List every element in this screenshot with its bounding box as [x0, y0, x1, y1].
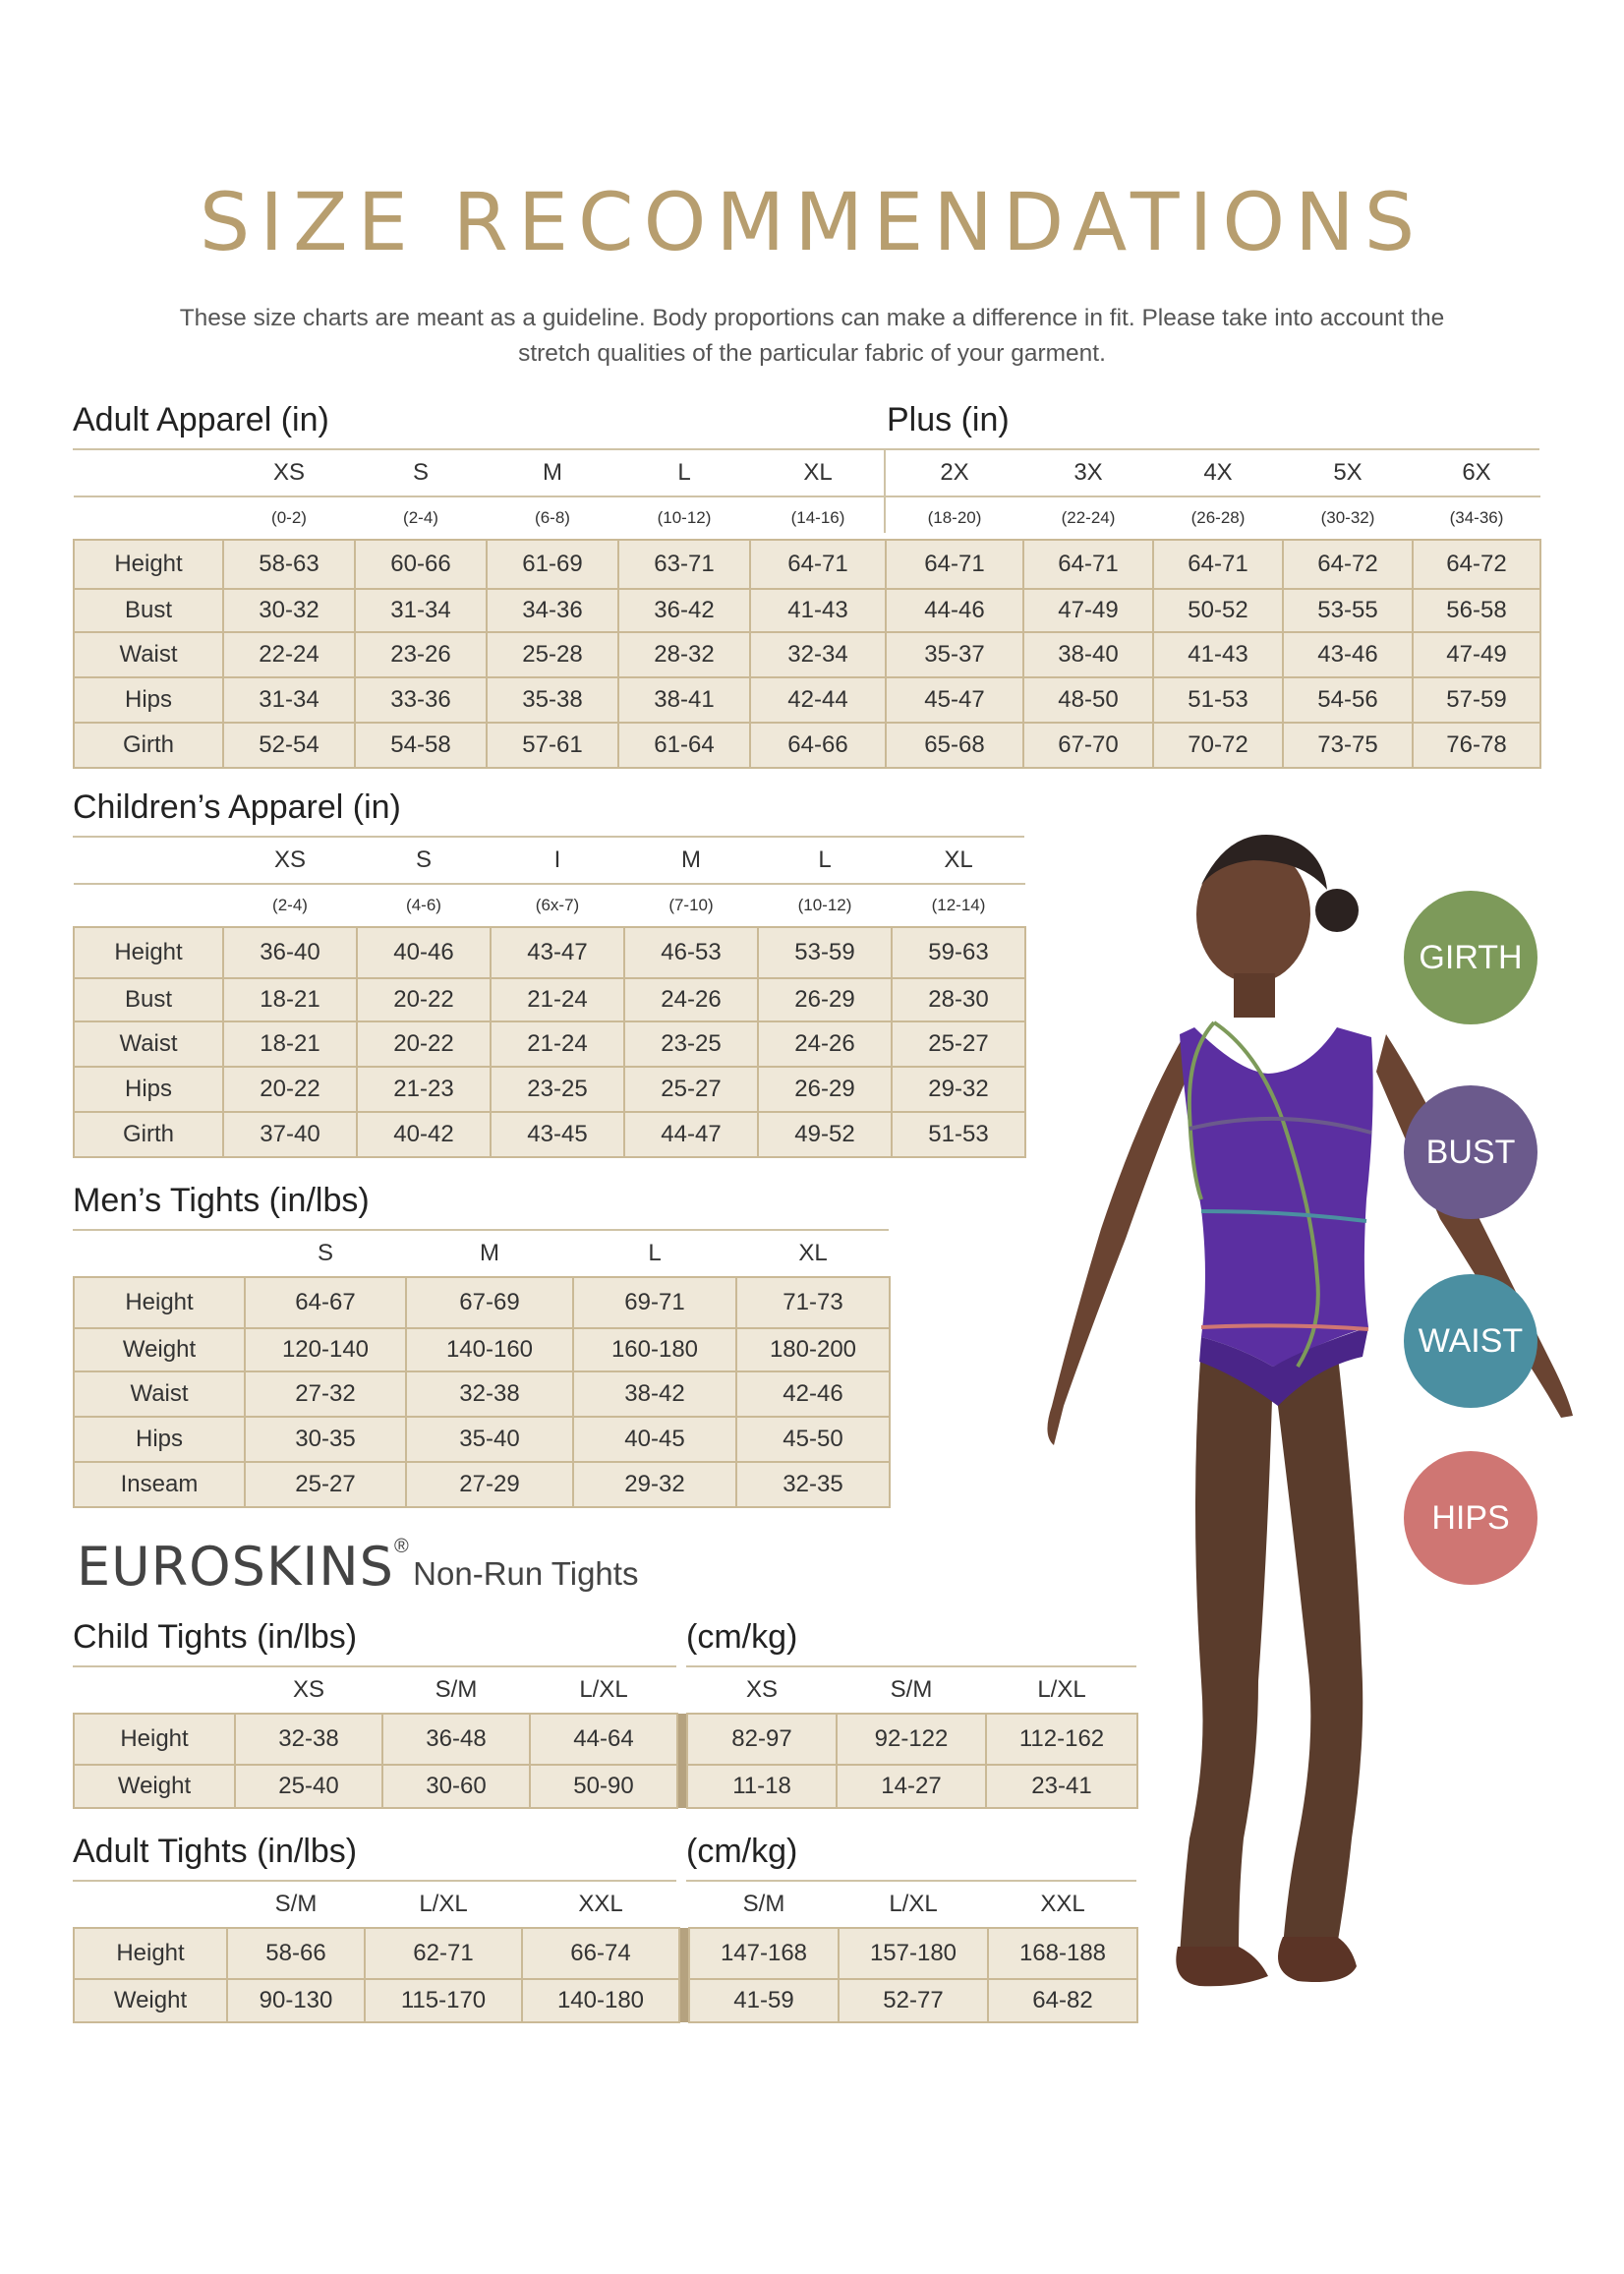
table-cell: 43-45 [491, 1112, 624, 1157]
table-cell: 31-34 [355, 589, 487, 632]
row-label: Waist [74, 632, 223, 677]
size-header-row [74, 1231, 890, 1277]
table-cell: 71-73 [736, 1277, 890, 1328]
page-title: SIZE RECOMMENDATIONS [199, 177, 1425, 269]
table-cell: 112-162 [986, 1714, 1137, 1765]
mens-tights-title: Men’s Tights (in/lbs) [73, 1182, 370, 1219]
adult-tights-metric-title: (cm/kg) [686, 1833, 798, 1870]
size-header: L/XL [1037, 1676, 1086, 1703]
table-cell: 26-29 [758, 978, 892, 1021]
table-cell: 44-64 [530, 1714, 677, 1765]
row-label: Inseam [74, 1462, 245, 1507]
metric-divider [677, 1765, 687, 1808]
size-header: 3X [1073, 459, 1103, 486]
size-header: XL [803, 459, 833, 486]
legend-hips-circle: HIPS [1404, 1451, 1537, 1585]
size-range: (30-32) [1283, 496, 1413, 540]
table-cell: 41-59 [689, 1979, 839, 2022]
size-header: M [681, 846, 701, 873]
table-cell: 30-35 [245, 1417, 406, 1462]
table-cell: 56-58 [1413, 589, 1540, 632]
table-cell: 65-68 [886, 723, 1023, 768]
size-header: M [480, 1240, 499, 1266]
gap-cell [679, 1882, 689, 1928]
table-cell: 47-49 [1023, 589, 1153, 632]
table-cell: 24-26 [624, 978, 758, 1021]
size-header: XL [944, 846, 973, 873]
table-row [74, 978, 1025, 1021]
table-cell: 26-29 [758, 1067, 892, 1112]
table-cell: 51-53 [892, 1112, 1025, 1157]
row-label: Height [74, 1928, 227, 1979]
size-header: S/M [435, 1676, 478, 1703]
registered-mark: ® [393, 1536, 409, 1557]
euroskins-logo: EUROSKINS [77, 1536, 394, 1598]
intro-text: These size charts are meant as a guideline. Body proportions can make a difference in fit. Please take into account the stretch qualities of the particular fabric of your garment. [179, 305, 1445, 367]
table-cell: 52-77 [839, 1979, 988, 2022]
table-row [74, 677, 1540, 723]
gap-cell [677, 1667, 687, 1714]
table-cell: 36-40 [223, 927, 357, 978]
size-header: L [818, 846, 832, 873]
table-cell: 20-22 [357, 1021, 491, 1067]
table-cell: 61-69 [487, 540, 618, 589]
table-cell: 40-46 [357, 927, 491, 978]
size-header: I [553, 846, 561, 873]
table-cell: 140-160 [406, 1328, 573, 1371]
table-row [74, 1462, 890, 1507]
table-cell: 58-66 [227, 1928, 365, 1979]
table-cell: 64-82 [988, 1979, 1137, 2022]
table-cell: 18-21 [223, 978, 357, 1021]
table-cell: 23-41 [986, 1765, 1137, 1808]
table-cell: 38-41 [618, 677, 750, 723]
table-cell: 28-30 [892, 978, 1025, 1021]
table-cell: 69-71 [573, 1277, 736, 1328]
table-cell: 57-59 [1413, 677, 1540, 723]
table-cell: 64-72 [1283, 540, 1413, 589]
corner-cell [74, 1667, 235, 1714]
legend-waist-circle: WAIST [1404, 1274, 1537, 1408]
corner-cell [74, 1231, 245, 1277]
table-row [74, 1417, 890, 1462]
table-cell: 38-42 [573, 1371, 736, 1417]
size-header: S [317, 1240, 333, 1266]
euroskins-heading [77, 1536, 638, 1598]
table-cell: 27-32 [245, 1371, 406, 1417]
table-cell: 46-53 [624, 927, 758, 978]
table-row [74, 589, 1540, 632]
table-cell: 42-44 [750, 677, 886, 723]
table-cell: 48-50 [1023, 677, 1153, 723]
table-cell: 57-61 [487, 723, 618, 768]
size-header: S/M [890, 1676, 933, 1703]
size-header: 2X [940, 459, 969, 486]
size-range: (2-4) [355, 496, 487, 540]
table-cell: 35-40 [406, 1417, 573, 1462]
table-cell: 60-66 [355, 540, 487, 589]
euroskins-subtitle: Non-Run Tights [413, 1555, 639, 1592]
dancer-figure-illustration [944, 816, 1624, 2055]
table-cell: 43-47 [491, 927, 624, 978]
size-range: (2-4) [223, 884, 357, 927]
table-row [74, 1328, 890, 1371]
table-cell: 63-71 [618, 540, 750, 589]
size-range: (18-20) [886, 496, 1023, 540]
table-cell: 20-22 [357, 978, 491, 1021]
table-row [74, 540, 1540, 589]
size-header: S [415, 846, 432, 873]
row-label: Waist [74, 1371, 245, 1417]
table-cell: 147-168 [689, 1928, 839, 1979]
table-cell: 42-46 [736, 1371, 890, 1417]
size-range: (0-2) [223, 496, 355, 540]
table-cell: 30-32 [223, 589, 355, 632]
size-header-row [74, 838, 1025, 884]
table-cell: 21-24 [491, 1021, 624, 1067]
table-cell: 25-40 [235, 1765, 382, 1808]
table-row [74, 1067, 1025, 1112]
row-label: Weight [74, 1765, 235, 1808]
plus-title: Plus (in) [887, 401, 1010, 438]
table-cell: 50-90 [530, 1765, 677, 1808]
table-cell: 50-52 [1153, 589, 1283, 632]
table-cell: 40-45 [573, 1417, 736, 1462]
size-range: (6-8) [487, 496, 618, 540]
table-cell: 53-55 [1283, 589, 1413, 632]
row-label: Weight [74, 1979, 227, 2022]
size-range-row [74, 884, 1025, 927]
size-header: XS [745, 1676, 778, 1703]
size-header: XXL [1040, 1891, 1085, 1917]
metric-divider [679, 1979, 689, 2022]
table-row [74, 1021, 1025, 1067]
table-cell: 27-29 [406, 1462, 573, 1507]
table-cell: 23-25 [624, 1021, 758, 1067]
table-cell: 32-38 [235, 1714, 382, 1765]
table-cell: 115-170 [365, 1979, 522, 2022]
table-cell: 64-72 [1413, 540, 1540, 589]
row-label: Hips [74, 1067, 223, 1112]
child-tights-metric-title: (cm/kg) [686, 1618, 798, 1656]
table-cell: 45-47 [886, 677, 1023, 723]
corner-cell [74, 884, 223, 927]
size-header: XXL [578, 1891, 623, 1917]
table-cell: 140-180 [522, 1979, 679, 2022]
children-apparel-table [73, 838, 1026, 1158]
table-cell: 54-58 [355, 723, 487, 768]
metric-divider [677, 1714, 687, 1765]
size-header: 5X [1333, 459, 1363, 486]
table-cell: 41-43 [1153, 632, 1283, 677]
size-range: (12-14) [892, 884, 1025, 927]
table-cell: 23-26 [355, 632, 487, 677]
table-cell: 82-97 [687, 1714, 837, 1765]
table-cell: 25-27 [892, 1021, 1025, 1067]
table-cell: 90-130 [227, 1979, 365, 2022]
table-cell: 64-67 [245, 1277, 406, 1328]
table-cell: 21-24 [491, 978, 624, 1021]
row-label: Height [74, 927, 223, 978]
row-label: Weight [74, 1328, 245, 1371]
table-cell: 62-71 [365, 1928, 522, 1979]
table-cell: 14-27 [837, 1765, 986, 1808]
table-cell: 157-180 [839, 1928, 988, 1979]
table-cell: 52-54 [223, 723, 355, 768]
table-cell: 29-32 [573, 1462, 736, 1507]
size-range: (10-12) [618, 496, 750, 540]
table-cell: 34-36 [487, 589, 618, 632]
table-cell: 20-22 [223, 1067, 357, 1112]
table-cell: 43-46 [1283, 632, 1413, 677]
table-cell: 180-200 [736, 1328, 890, 1371]
table-cell: 45-50 [736, 1417, 890, 1462]
size-header: L/XL [889, 1891, 938, 1917]
adult-apparel-table [73, 450, 1541, 769]
size-range: (34-36) [1413, 496, 1540, 540]
corner-cell [74, 1882, 227, 1928]
table-cell: 67-70 [1023, 723, 1153, 768]
table-row [74, 1277, 890, 1328]
row-label: Height [74, 1277, 245, 1328]
table-cell: 31-34 [223, 677, 355, 723]
row-label: Girth [74, 723, 223, 768]
row-label: Hips [74, 677, 223, 723]
table-cell: 30-60 [382, 1765, 530, 1808]
size-header: XS [272, 459, 305, 486]
table-cell: 22-24 [223, 632, 355, 677]
size-header: S/M [742, 1891, 785, 1917]
size-header: L [677, 459, 691, 486]
size-range: (26-28) [1153, 496, 1283, 540]
table-cell: 24-26 [758, 1021, 892, 1067]
row-label: Bust [74, 978, 223, 1021]
row-label: Waist [74, 1021, 223, 1067]
corner-cell [74, 838, 223, 884]
table-cell: 53-59 [758, 927, 892, 978]
table-cell: 23-25 [491, 1067, 624, 1112]
table-cell: 73-75 [1283, 723, 1413, 768]
table-cell: 70-72 [1153, 723, 1283, 768]
table-cell: 64-71 [886, 540, 1023, 589]
row-label: Height [74, 540, 223, 589]
table-cell: 64-71 [1153, 540, 1283, 589]
row-label: Height [74, 1714, 235, 1765]
table-row [74, 927, 1025, 978]
table-cell: 64-71 [1023, 540, 1153, 589]
table-cell: 35-38 [487, 677, 618, 723]
child-tights-title: Child Tights (in/lbs) [73, 1618, 358, 1656]
table-cell: 38-40 [1023, 632, 1153, 677]
size-range: (6x-7) [491, 884, 624, 927]
table-cell: 33-36 [355, 677, 487, 723]
table-cell: 168-188 [988, 1928, 1137, 1979]
size-range-row [74, 496, 1540, 540]
table-cell: 28-32 [618, 632, 750, 677]
table-row [74, 632, 1540, 677]
table-cell: 25-28 [487, 632, 618, 677]
table-cell: 21-23 [357, 1067, 491, 1112]
table-cell: 120-140 [245, 1328, 406, 1371]
legend-girth-circle: GIRTH [1404, 891, 1537, 1024]
size-header: 4X [1203, 459, 1233, 486]
table-cell: 44-46 [886, 589, 1023, 632]
size-header: S [412, 459, 429, 486]
size-header: XS [273, 846, 306, 873]
size-range: (10-12) [758, 884, 892, 927]
children-apparel-title: Children’s Apparel (in) [73, 788, 401, 826]
size-header: L [648, 1240, 662, 1266]
table-cell: 64-66 [750, 723, 886, 768]
size-range: (7-10) [624, 884, 758, 927]
size-range: (4-6) [357, 884, 491, 927]
table-cell: 47-49 [1413, 632, 1540, 677]
table-cell: 59-63 [892, 927, 1025, 978]
legend-bust-circle: BUST [1404, 1085, 1537, 1219]
table-cell: 51-53 [1153, 677, 1283, 723]
table-cell: 67-69 [406, 1277, 573, 1328]
size-header: M [543, 459, 562, 486]
table-row [74, 1112, 1025, 1157]
adult-tights-title: Adult Tights (in/lbs) [73, 1833, 358, 1870]
size-range: (14-16) [750, 496, 886, 540]
corner-cell [74, 450, 223, 496]
mens-tights-table [73, 1231, 891, 1508]
table-cell: 58-63 [223, 540, 355, 589]
table-cell: 37-40 [223, 1112, 357, 1157]
table-cell: 41-43 [750, 589, 886, 632]
table-cell: 61-64 [618, 723, 750, 768]
table-cell: 29-32 [892, 1067, 1025, 1112]
size-header: L/XL [579, 1676, 628, 1703]
table-cell: 54-56 [1283, 677, 1413, 723]
row-label: Hips [74, 1417, 245, 1462]
size-header: XS [292, 1676, 324, 1703]
table-row [74, 723, 1540, 768]
table-cell: 64-71 [750, 540, 886, 589]
size-header: 6X [1462, 459, 1491, 486]
table-cell: 44-47 [624, 1112, 758, 1157]
table-cell: 35-37 [886, 632, 1023, 677]
table-cell: 32-38 [406, 1371, 573, 1417]
table-cell: 11-18 [687, 1765, 837, 1808]
table-cell: 18-21 [223, 1021, 357, 1067]
table-cell: 160-180 [573, 1328, 736, 1371]
size-header: XL [798, 1240, 828, 1266]
table-cell: 76-78 [1413, 723, 1540, 768]
table-cell: 36-42 [618, 589, 750, 632]
size-header-row [74, 450, 1540, 496]
metric-divider [679, 1928, 689, 1979]
table-cell: 25-27 [624, 1067, 758, 1112]
table-cell: 40-42 [357, 1112, 491, 1157]
table-cell: 32-34 [750, 632, 886, 677]
row-label: Bust [74, 589, 223, 632]
table-row [74, 1371, 890, 1417]
size-header: L/XL [419, 1891, 468, 1917]
table-cell: 92-122 [837, 1714, 986, 1765]
adult-apparel-title: Adult Apparel (in) [73, 401, 329, 438]
corner-cell [74, 496, 223, 540]
row-label: Girth [74, 1112, 223, 1157]
size-range: (22-24) [1023, 496, 1153, 540]
table-cell: 66-74 [522, 1928, 679, 1979]
table-cell: 36-48 [382, 1714, 530, 1765]
table-cell: 32-35 [736, 1462, 890, 1507]
table-cell: 49-52 [758, 1112, 892, 1157]
size-header: S/M [274, 1891, 318, 1917]
table-cell: 25-27 [245, 1462, 406, 1507]
